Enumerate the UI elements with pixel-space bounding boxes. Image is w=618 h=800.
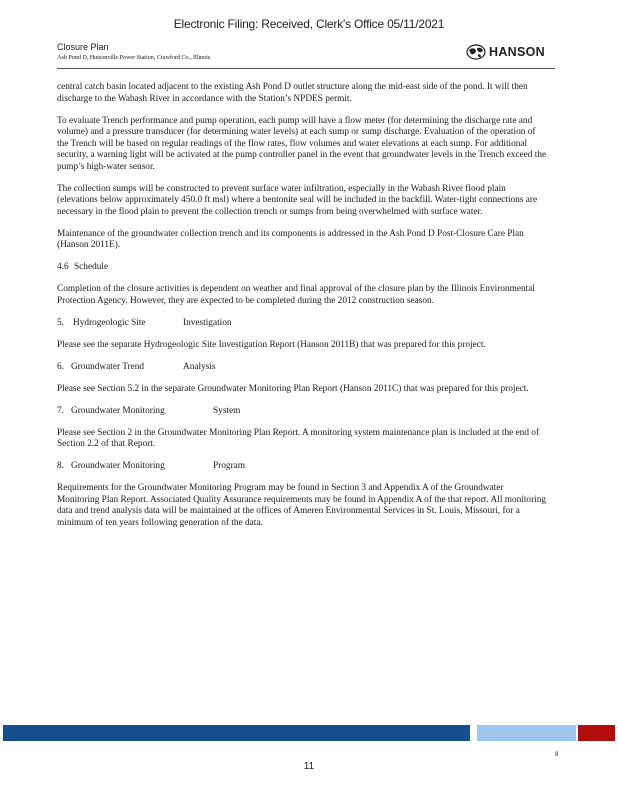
- section-title-part: System: [213, 405, 241, 416]
- document-body: [57, 82, 547, 540]
- section-title-part: Groundwater Monitoring: [71, 461, 165, 471]
- document-subtitle: Ash Pond D, Hutsonville Power Station, Crawford Co., Illinois: [57, 54, 211, 61]
- section-title-part: Program: [213, 461, 246, 471]
- paragraph: Please see Section 2 in the Groundwater Monitoring Plan Report. A monitoring system maintenance plan is included at the end of Section 2.2 of that Report.: [57, 427, 540, 449]
- section-title-part: Groundwater Monitoring: [71, 405, 165, 416]
- section-number: 5.: [57, 317, 64, 328]
- section-title-part: Investigation: [183, 317, 232, 328]
- paragraph: central catch basin located adjacent to the existing Ash Pond D outlet structure along the mid-east side of the pond. It will then discharge to the Wabash River in accordance with the Station’s NPDES permit.: [57, 82, 528, 104]
- section-heading-5: [57, 318, 547, 330]
- section-heading-8: [57, 461, 547, 473]
- footer-bar-light-blue: [477, 725, 576, 741]
- hanson-logo: [466, 42, 545, 62]
- section-number: 6.: [57, 361, 64, 372]
- section-heading-7: [57, 406, 547, 418]
- paragraph: Completion of the closure activities is dependent on weather and final approval of the closure plan by the Illinois Environmental Protection Agency. However, they are expected to be completed during the 2012 construction season.: [57, 284, 535, 306]
- paragraph: Please see the separate Hydrogeologic Site Investigation Report (Hanson 2011B) that was prepared for this project.: [57, 339, 486, 350]
- section-number: 7.: [57, 405, 64, 416]
- section-title-part: Groundwater Trend: [71, 361, 145, 372]
- section-number: 8.: [57, 461, 64, 471]
- section-title-part: Hydrogeologic Site: [73, 317, 146, 328]
- globe-icon: [466, 44, 486, 60]
- document-title: Closure Plan: [57, 42, 109, 52]
- paragraph: Requirements for the Groundwater Monitoring Program may be found in Section 3 and Appendix A of the Groundwater Monitoring Plan Report. Associated Quality Assurance requirements may be found in Appendix A of the that report. All monitoring data and trend analysis data will be maintained at the offices of Ameren Environmental Services in St. Louis, Missouri, for a minimum of ten years following generation of the data.: [57, 483, 547, 528]
- paragraph: Please see Section 5.2 in the separate Groundwater Monitoring Plan Report (Hanson 2011C) that was prepared for this project.: [57, 383, 529, 394]
- paragraph: To evaluate Trench performance and pump operation, each pump will have a flow meter (for determining the discharge rate and volume) and a pressure transducer (for determining water levels) at each sump or sump discharge. Evaluation of the operation of the Trench will be based on regular readings of the flow rates, flow volumes and water elevations at each sump. For additional security, a warning light will be activated at the pump controller panel in the event that groundwater levels in the Trench exceed the pump’s high-water sensor.: [57, 115, 547, 172]
- section-heading-6: [57, 362, 547, 374]
- paragraph: Maintenance of the groundwater collection trench and its components is addressed in the Ash Pond D Post-Closure Care Plan (Hanson 2011E).: [57, 228, 524, 250]
- footer-color-bars: [3, 725, 615, 741]
- filing-stamp: Electronic Filing: Received, Clerk's Office 05/11/2021: [173, 17, 445, 31]
- internal-page-number: 8: [555, 752, 559, 758]
- paragraph: The collection sumps will be constructed to prevent surface water infiltration, especially in the Wabash River flood plain (elevations below approximately 450.0 ft msl) where a bentonite seal will be included in the backfill. Water-tight connections are necessary in the flood plain to prevent the collection trench or sumps from being overwhelmed with surface water.: [57, 183, 538, 217]
- footer-bar-red: [578, 725, 615, 741]
- section-title: Schedule: [74, 262, 109, 272]
- logo-text: HANSON: [489, 45, 545, 59]
- section-title-part: Analysis: [183, 361, 216, 372]
- header-divider: [57, 68, 555, 69]
- section-number: 4.6: [57, 262, 69, 272]
- footer-bar-blue: [3, 725, 470, 741]
- page-number: 11: [303, 761, 315, 772]
- section-heading-4-6: [57, 262, 547, 274]
